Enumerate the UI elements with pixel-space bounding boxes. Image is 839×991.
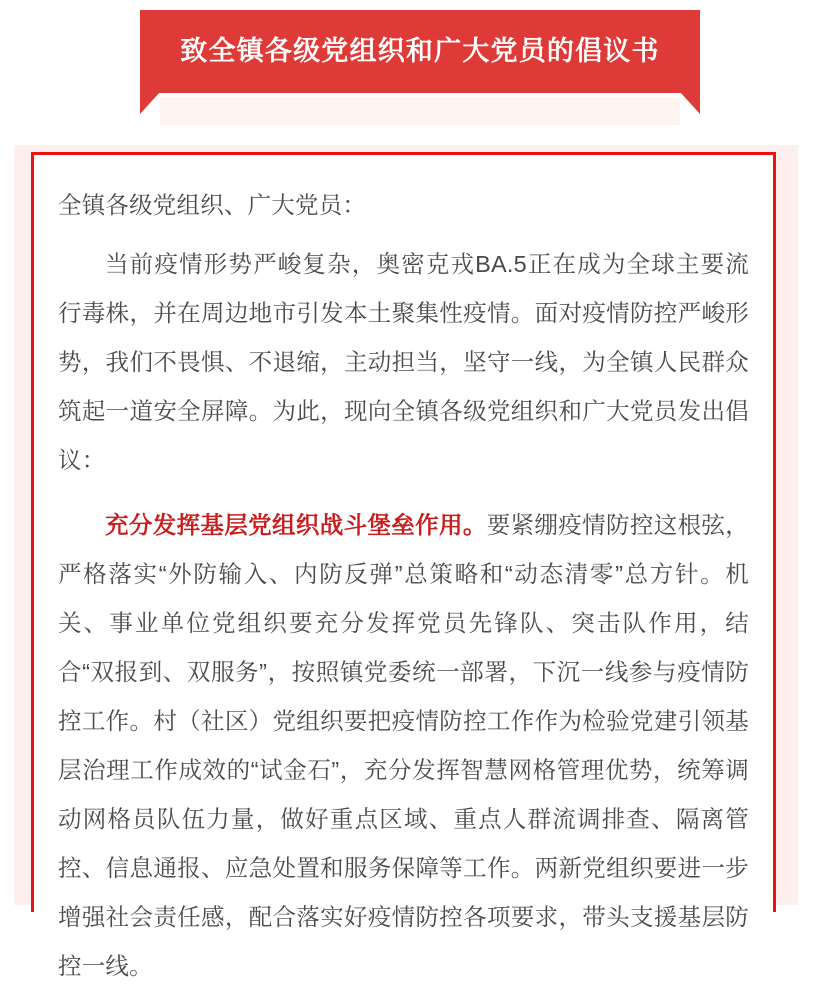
ribbon-fold-left <box>140 92 160 114</box>
paragraph-intro <box>58 240 749 485</box>
ribbon-fold-right <box>680 92 700 114</box>
salutation: 全镇各级党组织、广大党员： <box>58 192 367 218</box>
paragraph-item-1 <box>58 501 749 991</box>
paragraph-item-1-text: 要紧绷疫情防控这根弦，严格落实“外防输入、内防反弹”总策略和“动态清零”总方针。机关、事业单位党组织要充分发挥党员先锋队、突击队作用，结合“双报到、双服务”，按照镇党委统一部署，下沉一线参与疫情防控工作。村（社区）党组织要把疫情防控工作作为检验党建引领基层治理工作成效的“试金石”，充分发挥智慧网格管理优势，统筹调动网格员队伍力量，做好重点区域、重点人群流调排查、隔离管控、信息通报、应急处置和服务保障等工作。两新党组织要进一步增强社会责任感，配合落实好疫情防控各项要求，带头支援基层防控一线。 <box>58 512 749 979</box>
content-card-body <box>34 155 773 991</box>
ribbon-inner-panel <box>160 98 680 125</box>
ribbon-bar <box>140 10 700 93</box>
paragraph-item-1-lead: 充分发挥基层党组织战斗堡垒作用。 <box>105 512 487 538</box>
page-title: 致全镇各级党组织和广大党员的倡议书 <box>180 36 660 66</box>
title-ribbon <box>140 10 700 125</box>
paragraph-intro-text: 当前疫情形势严峻复杂，奥密克戎BA.5正在成为全球主要流行毒株，并在周边地市引发本土聚集性疫情。面对疫情防控严峻形势，我们不畏惧、不退缩，主动担当，坚守一线，为全镇人民群众筑起一道安全屏障。为此，现向全镇各级党组织和广大党员发出倡议： <box>58 251 749 473</box>
content-card <box>31 152 776 979</box>
